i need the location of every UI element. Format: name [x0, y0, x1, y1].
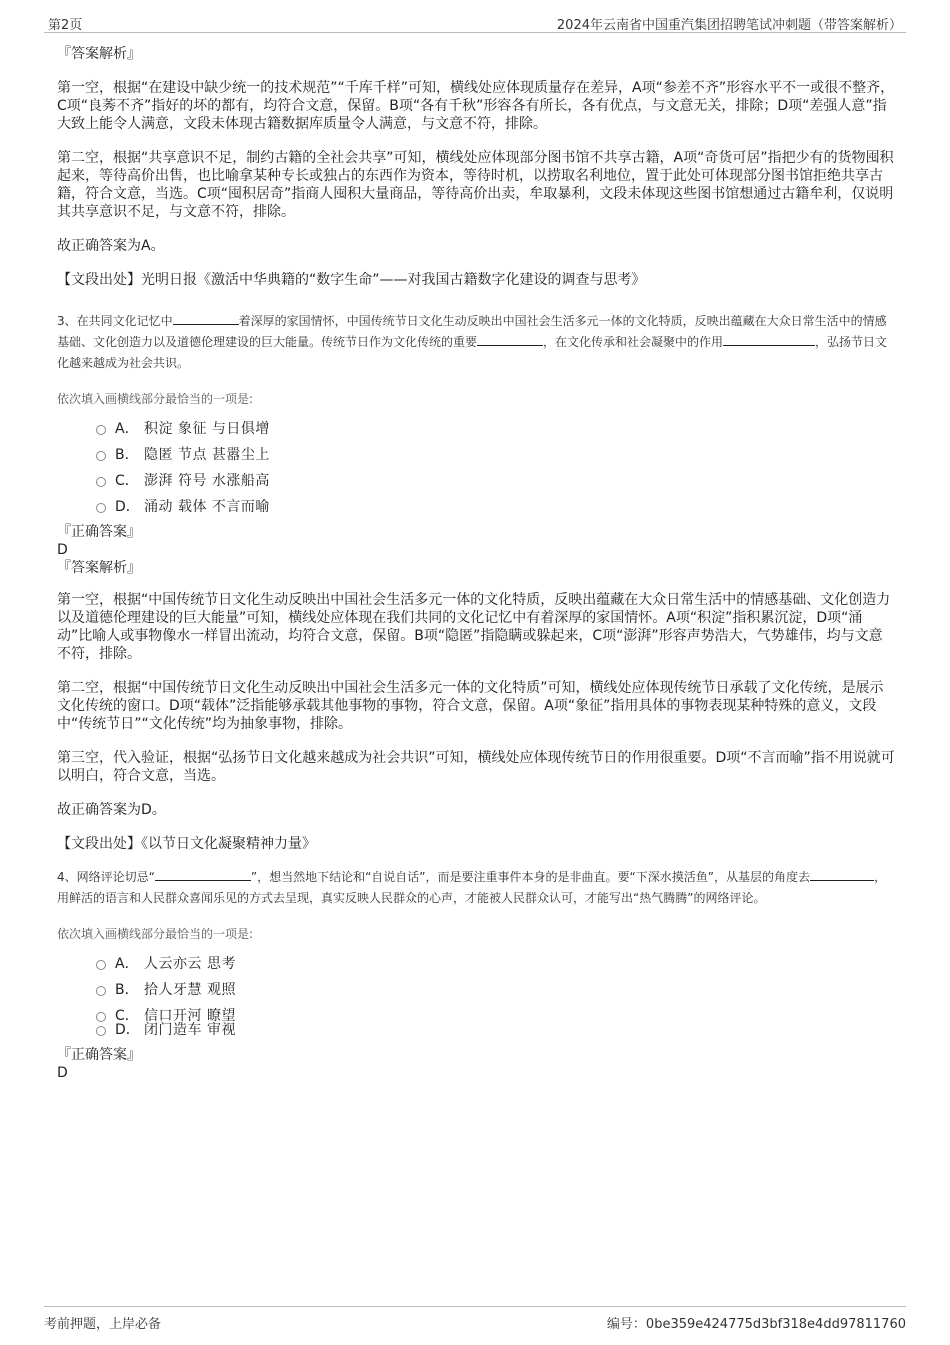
q4-stem-part3: ，用鲜活的语言和人民群众喜闻乐见的方式去呈现，真实反映人民群众的心声，才能被人民群众认可，才能写出“热气腾腾”的网络评论。 — [57, 870, 886, 905]
option-letter: C． — [115, 1008, 139, 1024]
option-letter: A． — [115, 421, 139, 437]
q4-prompt: 依次填入画横线部分最恰当的一项是: — [57, 927, 254, 941]
radio-button-icon[interactable] — [96, 477, 106, 487]
radio-button-icon[interactable] — [96, 503, 106, 513]
q3-stem-part2: 着深厚的家国情怀，中国传统节日文化生动反映出中国社会生活多元一体的文化特质，反映出蕴藏在大众日常生活中的情感基础、文化创造力以及道德伦理建设的巨大能量。传统节日作为文化传统的重要 — [57, 314, 887, 349]
document-id: 编号：0be359e424775d3bf318e4dd97811760 — [606, 1317, 906, 1332]
q3-correct-tag: 『正确答案』 — [57, 524, 141, 540]
q3-analysis-conclusion: 故正确答案为D。 — [57, 802, 166, 818]
option-letter: A． — [115, 956, 139, 972]
q3-option-a[interactable] — [57, 419, 895, 445]
q3-prompt: 依次填入画横线部分最恰当的一项是: — [57, 392, 254, 406]
q3-analysis-p2: 第二空，根据“中国传统节日文化生动反映出中国社会生活多元一体的文化特质”可知，横线处应体现传统节日承载了文化传统，是展示文化传统的窗口。D项“载体”泛指能够承载其他事物的事物，符合文意，保留。A项“象征”指用具体的事物表现某种特殊的意义，文段中“传统节日”“文化传统”均为抽象事物，排除。 — [57, 680, 884, 732]
option-letter: C． — [115, 473, 139, 489]
option-text: 人云亦云 思考 — [144, 956, 236, 972]
q2-source: 【文段出处】光明日报《激活中华典籍的“数字生命”——对我国古籍数字化建设的调查与思考》 — [57, 272, 646, 288]
document-title: 2024年云南省中国重汽集团招聘笔试冲刺题（带答案解析） — [556, 18, 902, 33]
q3-blank-3 — [723, 333, 815, 346]
q4-options — [57, 954, 895, 1046]
q4-option-c[interactable] — [57, 1006, 895, 1024]
footer-slogan: 考前押题，上岸必备 — [44, 1317, 162, 1332]
q4-stem-part1: 4、网络评论切忌“ — [57, 870, 155, 884]
q3-stem-part4: ，弘扬节日文化越来越成为社会共识。 — [57, 335, 888, 370]
option-text: 闭门造车 审视 — [144, 1022, 236, 1038]
radio-button-icon[interactable] — [96, 1026, 106, 1036]
q3-blank-2 — [477, 333, 543, 346]
q4-blank-2 — [810, 868, 874, 881]
q4-option-b[interactable] — [57, 980, 895, 1006]
q3-analysis-p3: 第三空，代入验证，根据“弘扬节日文化越来越成为社会共识”可知，横线处应体现传统节日的作用很重要。D项“不言而喻”指不用说就可以明白，符合文意，当选。 — [57, 750, 895, 784]
q4-option-a[interactable] — [57, 954, 895, 980]
q4-stem-part2: ”，想当然地下结论和“自说自话”，而是要注重事件本身的是非曲直。要“下深水摸活鱼”，从基层的角度去 — [250, 870, 810, 884]
q3-analysis-p1: 第一空，根据“中国传统节日文化生动反映出中国社会生活多元一体的文化特质，反映出蕴藏在大众日常生活中的情感基础、文化创造力以及道德伦理建设的巨大能量”可知，横线处应体现在我们共同的文化记忆中有着深厚的家国情怀。A项“积淀”指积累沉淀，D项“涌动”比喻人或事物像水一样冒出流动，均符合文意，保留。B项“隐匿”指隐瞒或躲起来，C项“澎湃”形容声势浩大，气势雄伟，均与文意不符，排除。 — [57, 592, 891, 662]
q3-option-b[interactable] — [57, 445, 895, 471]
option-letter: B． — [115, 447, 139, 463]
option-letter: D． — [115, 499, 140, 515]
q2-analysis-p1: 第一空，根据“在建设中缺少统一的技术规范”“千库千样”可知，横线处应体现质量存在差异，A项“参差不齐”形容水平不一或很不整齐，C项“良莠不齐”指好的坏的都有，均符合文意，保留。B项“各有千秋”形容各有所长，各有优点，与文意无关，排除；D项“差强人意”指大致上能令人满意，文段未体现古籍数据库质量令人满意，与文意不符，排除。 — [57, 80, 895, 132]
option-text: 信口开河 瞭望 — [144, 1008, 236, 1024]
q4-correct-tag: 『正确答案』 — [57, 1047, 141, 1063]
radio-button-icon[interactable] — [96, 960, 106, 970]
option-text: 澎湃 符号 水涨船高 — [144, 473, 270, 489]
option-text: 积淀 象征 与日俱增 — [144, 421, 270, 437]
option-text: 拾人牙慧 观照 — [144, 982, 236, 998]
q3-stem-part3: ，在文化传承和社会凝聚中的作用 — [543, 335, 724, 349]
q3-option-c[interactable] — [57, 471, 895, 497]
radio-button-icon[interactable] — [96, 451, 106, 461]
radio-button-icon[interactable] — [96, 425, 106, 435]
q3-blank-1 — [173, 312, 239, 325]
q3-stem — [57, 311, 895, 374]
option-text: 涌动 载体 不言而喻 — [144, 499, 270, 515]
page-content — [57, 44, 895, 1082]
radio-button-icon[interactable] — [96, 986, 106, 996]
q4-correct-answer: D — [57, 1065, 68, 1081]
page-number: 第2页 — [48, 18, 83, 33]
page-footer — [44, 1306, 906, 1332]
q4-option-d[interactable] — [57, 1020, 895, 1046]
option-letter: D． — [115, 1022, 140, 1038]
option-letter: B． — [115, 982, 139, 998]
q3-source: 【文段出处】《以节日文化凝聚精神力量》 — [57, 836, 316, 852]
q2-analysis-conclusion: 故正确答案为A。 — [57, 238, 165, 254]
q4-blank-1 — [155, 868, 251, 881]
q3-stem-part1: 3、在共同文化记忆中 — [57, 314, 173, 328]
q3-analysis-tag: 『答案解析』 — [57, 560, 141, 576]
page-header — [44, 10, 906, 33]
q2-analysis-p2: 第二空，根据“共享意识不足，制约古籍的全社会共享”可知，横线处应体现部分图书馆不共享古籍，A项“奇货可居”指把少有的货物囤积起来，等待高价出售，也比喻拿某种专长或独占的东西作为资本，等待时机，以捞取名利地位，置于此处可体现部分图书馆拒绝共享古籍，符合文意，当选。C项“囤积居奇”指商人囤积大量商品，等待高价出卖，牟取暴利，文段未体现这些图书馆想通过古籍牟利，仅说明其共享意识不足，与文意不符，排除。 — [57, 150, 894, 220]
q3-option-d[interactable] — [57, 497, 895, 523]
option-text: 隐匿 节点 甚嚣尘上 — [144, 447, 270, 463]
q2-analysis-tag: 『答案解析』 — [57, 46, 141, 62]
q3-correct-answer: D — [57, 542, 68, 558]
q3-options — [57, 419, 895, 523]
q4-stem — [57, 867, 895, 909]
